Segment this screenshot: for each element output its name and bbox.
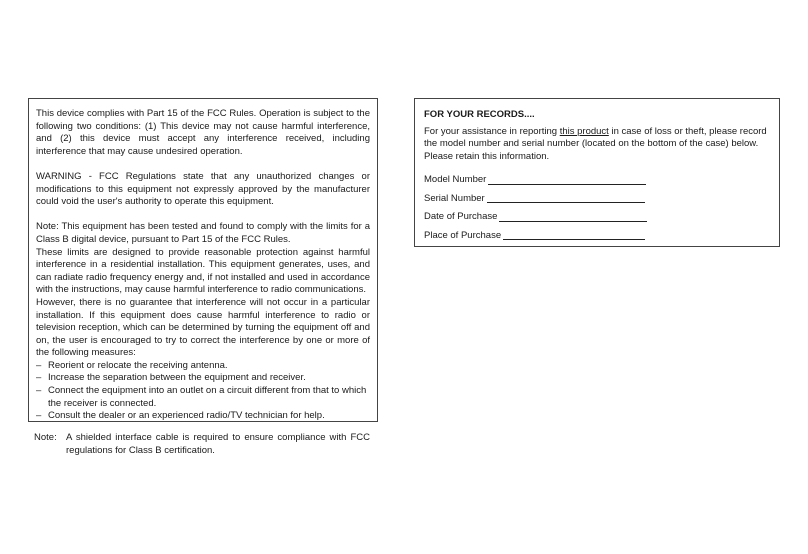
list-item — [36, 372, 370, 385]
records-intro — [424, 126, 770, 164]
note-text: A shielded interface cable is required to ensure compliance with FCC regulations for Class B certification. — [66, 432, 370, 456]
place-of-purchase-row — [424, 224, 770, 243]
serial-number-row — [424, 187, 770, 206]
serial-number-label: Serial Number — [424, 192, 485, 204]
model-number-line[interactable] — [488, 184, 646, 185]
measure-text: Connect the equipment into an outlet on a circuit different from that to which the receiver is connected. — [48, 385, 367, 409]
paragraph-gap — [36, 209, 370, 222]
dash-bullet: – — [36, 359, 42, 371]
measure-text: Increase the separation between the equipment and receiver. — [48, 372, 306, 384]
dash-bullet: – — [36, 385, 42, 397]
measure-text: Consult the dealer or an experienced radio/TV technician for help. — [48, 410, 325, 422]
measures-list — [36, 360, 370, 423]
records-box — [414, 98, 780, 247]
date-of-purchase-label: Date of Purchase — [424, 211, 498, 223]
fcc-paragraph-guarantee: However, there is no guarantee that interference will not occur in a particular installation. If this equipment does cause harmful interference to radio or television reception, which can be determined by turning the equipment off and on, the user is encouraged to try to correct the interference by one or more of the following measures: — [36, 296, 370, 359]
list-item — [36, 360, 370, 373]
intro-underlined-product: this product — [559, 125, 609, 137]
place-of-purchase-line[interactable] — [503, 239, 645, 240]
model-number-row — [424, 168, 770, 187]
fcc-paragraph-warning: WARNING - FCC Regulations state that any unauthorized changes or modifications to this equipment not expressly approved by the manufacturer could void the user's authority to operate this equipment. — [36, 170, 370, 208]
fcc-paragraph-note: Note: This equipment has been tested and found to comply with the limits for a Class B digital device, pursuant to Part 15 of the FCC Rules. — [36, 221, 370, 245]
serial-number-line[interactable] — [487, 202, 645, 203]
dash-bullet: – — [36, 410, 42, 422]
place-of-purchase-label: Place of Purchase — [424, 229, 502, 241]
date-of-purchase-row — [424, 205, 770, 224]
model-number-label: Model Number — [424, 174, 487, 186]
list-item — [36, 410, 370, 423]
records-title: FOR YOUR RECORDS.... — [424, 109, 535, 120]
dash-bullet: – — [36, 372, 42, 384]
measure-text: Reorient or relocate the receiving antenna. — [48, 359, 228, 371]
intro-text-start: For your assistance in reporting — [424, 125, 560, 137]
intro-text-end: in case of loss or theft, please record the model number and serial number (located on the bottom of the case) below. Please retain this information. — [424, 125, 767, 162]
note-label: Note: — [34, 432, 57, 443]
date-of-purchase-line[interactable] — [499, 221, 647, 222]
paragraph-gap — [36, 158, 370, 171]
fcc-compliance-box — [28, 98, 378, 422]
list-item — [36, 385, 370, 410]
shielded-cable-note — [34, 432, 370, 457]
fcc-paragraph-compliance: This device complies with Part 15 of the FCC Rules. Operation is subject to the following two conditions: (1) This device may not cause harmful interference, and (2) this device must accept any interference received, including interference that may cause undesired operation. — [36, 108, 370, 157]
fcc-paragraph-limits: These limits are designed to provide reasonable protection against harmful interference in a residential installation. This equipment generates, uses, and can radiate radio frequency energy and, if not installed and used in accordance with the instructions, may cause harmful interference to radio communications. — [36, 246, 370, 296]
